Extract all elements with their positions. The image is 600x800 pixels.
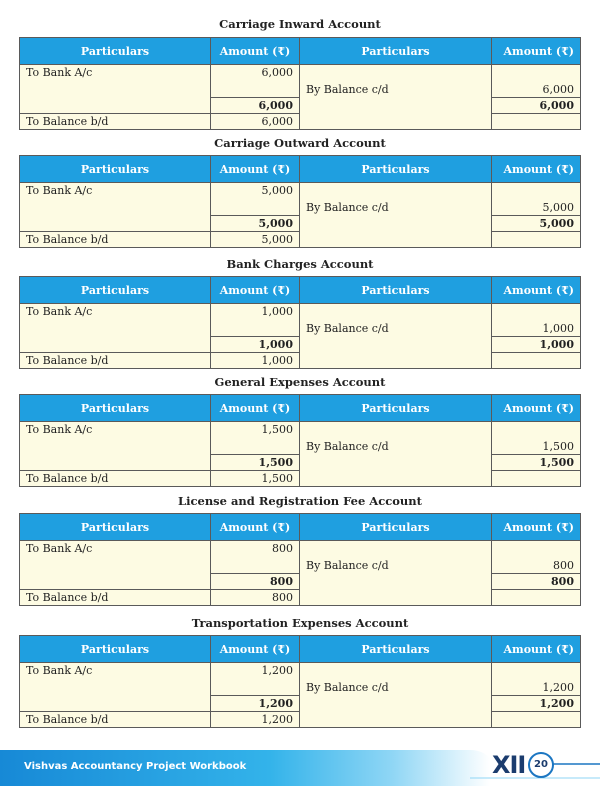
credit-entry: By Balance c/d [300,422,492,471]
credit-amount-cell [492,541,581,590]
blank-cell [20,97,211,113]
credit-entry: By Balance c/d [300,183,492,232]
blank-cell [300,232,492,248]
balance-entry: To Balance b/d [20,590,211,606]
balance-entry: To Balance b/d [20,353,211,369]
ledger-table [19,155,581,248]
credit-amount-cell [492,65,581,114]
credit-amount: 1,000 [492,321,580,337]
balance-amount: 1,500 [211,471,300,487]
balance-amount: 1,200 [211,712,300,728]
blank-cell [492,590,581,606]
debit-total: 800 [211,573,300,589]
ledger-header-row [20,156,581,183]
balance-entry: To Balance b/d [20,232,211,248]
debit-entry: To Bank A/c [20,422,211,455]
credit-entry: By Balance c/d [300,65,492,114]
particulars-header: Particulars [20,277,211,304]
credit-entry: By Balance c/d [300,541,492,590]
balance-amount: 5,000 [211,232,300,248]
ledger-row [20,663,581,696]
credit-total: 5,000 [539,217,574,230]
blank-cell [300,353,492,369]
workbook-title: Vishvas Accountancy Project Workbook [24,761,247,772]
credit-total: 1,000 [539,338,574,351]
particulars-header: Particulars [300,277,492,304]
ledger-row [20,422,581,455]
debit-amount: 1,200 [211,663,300,696]
ledger-header-row [20,636,581,663]
particulars-header: Particulars [300,38,492,65]
ledger-row [20,541,581,574]
amount-header: Amount (₹) [211,514,300,541]
ledger-row [20,183,581,216]
debit-total: 6,000 [211,97,300,113]
ledger-row [20,712,581,728]
blank-cell [492,114,581,130]
class-label: XII [492,751,526,779]
ledger-table [19,394,581,487]
ledger-header-row [20,514,581,541]
balance-amount: 6,000 [211,114,300,130]
blank-cell [492,232,581,248]
blank-cell [492,712,581,728]
blank-cell [300,471,492,487]
debit-entry: To Bank A/c [20,663,211,696]
debit-amount: 5,000 [211,183,300,216]
blank-cell [20,454,211,470]
credit-amount: 800 [492,558,580,574]
ledger-table [19,635,581,728]
particulars-header: Particulars [300,156,492,183]
page-number: 20 [528,752,554,778]
ledger-table [19,513,581,606]
account-title: Carriage Inward Account [219,17,381,31]
credit-entry: By Balance c/d [300,304,492,353]
debit-amount: 1,000 [211,304,300,337]
ledger-row [20,232,581,248]
particulars-header: Particulars [300,636,492,663]
credit-amount: 1,200 [492,680,580,696]
ledger-row [20,65,581,98]
amount-header: Amount (₹) [492,514,581,541]
ledger-table [19,37,581,130]
debit-entry: To Bank A/c [20,65,211,98]
amount-header: Amount (₹) [492,38,581,65]
debit-amount: 6,000 [211,65,300,98]
credit-total: 800 [551,575,574,588]
amount-header: Amount (₹) [211,636,300,663]
blank-cell [20,215,211,231]
credit-total: 1,200 [539,697,574,710]
debit-total: 5,000 [211,215,300,231]
blank-cell [300,114,492,130]
debit-total: 1,000 [211,336,300,352]
credit-entry: By Balance c/d [300,663,492,712]
ledger-header-row [20,38,581,65]
account-title: Bank Charges Account [226,257,374,271]
account-title: Carriage Outward Account [214,136,386,150]
blank-cell [300,712,492,728]
credit-amount-cell [492,663,581,712]
ledger-row [20,590,581,606]
balance-amount: 1,000 [211,353,300,369]
debit-total: 1,200 [211,695,300,711]
blank-cell [492,353,581,369]
amount-header: Amount (₹) [492,277,581,304]
particulars-header: Particulars [300,395,492,422]
blank-cell [20,695,211,711]
balance-entry: To Balance b/d [20,712,211,728]
debit-total: 1,500 [211,454,300,470]
amount-header: Amount (₹) [211,156,300,183]
blank-cell [492,471,581,487]
credit-amount: 5,000 [492,200,580,216]
particulars-header: Particulars [20,156,211,183]
particulars-header: Particulars [20,38,211,65]
account-title: License and Registration Fee Account [178,494,422,508]
particulars-header: Particulars [20,636,211,663]
amount-header: Amount (₹) [211,395,300,422]
particulars-header: Particulars [20,514,211,541]
particulars-header: Particulars [300,514,492,541]
debit-entry: To Bank A/c [20,304,211,337]
account-title: Transportation Expenses Account [191,616,409,630]
debit-entry: To Bank A/c [20,183,211,216]
ledger-header-row [20,395,581,422]
account-title: General Expenses Account [214,375,386,389]
credit-total: 6,000 [539,99,574,112]
debit-amount: 1,500 [211,422,300,455]
balance-amount: 800 [211,590,300,606]
credit-amount-cell [492,422,581,471]
balance-entry: To Balance b/d [20,114,211,130]
particulars-header: Particulars [20,395,211,422]
blank-cell [20,336,211,352]
amount-header: Amount (₹) [492,636,581,663]
ledger-table [19,276,581,369]
blank-cell [300,590,492,606]
credit-amount: 6,000 [492,82,580,98]
debit-entry: To Bank A/c [20,541,211,574]
amount-header: Amount (₹) [492,395,581,422]
ledger-row [20,471,581,487]
credit-amount-cell [492,304,581,353]
amount-header: Amount (₹) [211,277,300,304]
amount-header: Amount (₹) [492,156,581,183]
balance-entry: To Balance b/d [20,471,211,487]
debit-amount: 800 [211,541,300,574]
ledger-row [20,114,581,130]
credit-amount-cell [492,183,581,232]
blank-cell [20,573,211,589]
credit-total: 1,500 [539,456,574,469]
credit-amount: 1,500 [492,439,580,455]
ledger-header-row [20,277,581,304]
amount-header: Amount (₹) [211,38,300,65]
ledger-row [20,353,581,369]
ledger-row [20,304,581,337]
